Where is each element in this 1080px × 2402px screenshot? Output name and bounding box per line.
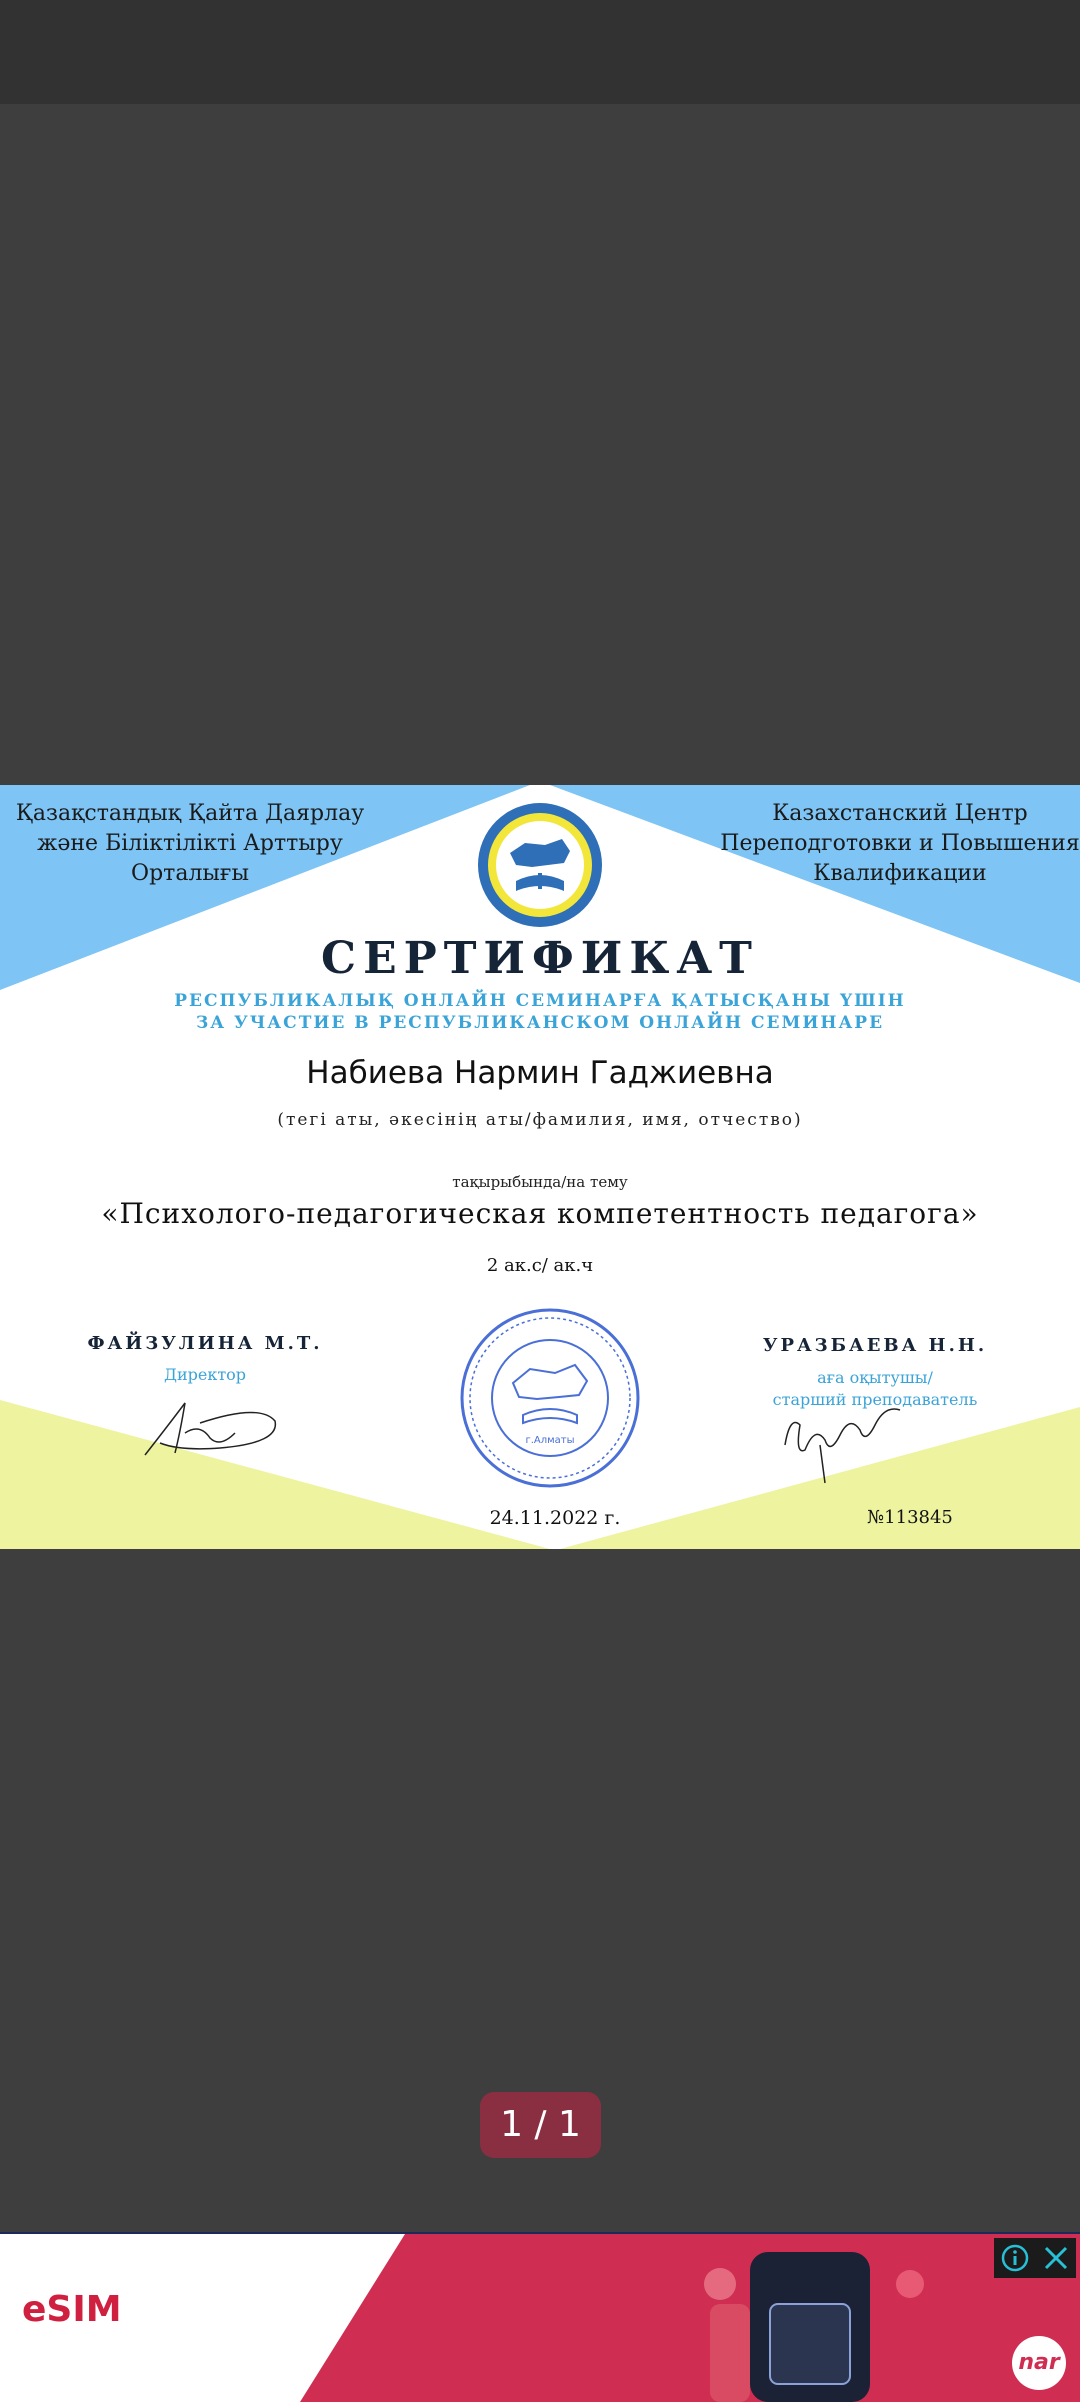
top-bar [0,0,1080,104]
org-name-kz: Қазақстандық Қайта Даярлау және Біліктілікті Арттыру Орталығы [15,801,365,886]
organization-emblem-icon [470,795,610,935]
close-icon[interactable] [1042,2244,1070,2272]
stamp-city: г.Алматы [525,1435,575,1446]
page-indicator: 1 / 1 [480,2092,601,2158]
ad-banner[interactable] [0,2232,1080,2402]
subtitle-ru: ЗА УЧАСТИЕ В РЕСПУБЛИКАНСКОМ ОНЛАЙН СЕМИНАРЕ [195,1013,885,1033]
recipient-name-caption: (тегі аты, әкесінің аты/фамилия, имя, отчество) [277,1110,803,1130]
topic-label: тақырыбында/на тему [452,1173,628,1191]
subtitle-kz: РЕСПУБЛИКАЛЫҚ ОНЛАЙН СЕМИНАРҒА ҚАТЫСҚАНЫ ҮШІН [174,991,906,1011]
issue-date: 24.11.2022 г. [489,1507,621,1529]
signature-right-icon [780,1395,910,1485]
certificate-number: №113845 [867,1507,953,1528]
certificate-title: СЕРТИФИКАТ [321,933,759,984]
ad-brand-text: eSIM [22,2289,122,2330]
signer-right-role: аға оқытушы/ старший преподаватель [772,1368,978,1409]
org-name-ru: Казахстанский Центр Переподготовки и Повышения Квалификации [720,801,1080,886]
certificate-page [0,785,1080,1549]
ad-controls [994,2238,1076,2278]
signature-left-icon [140,1393,290,1463]
signer-right-name: УРАЗБАЕВА Н.Н. [762,1335,988,1356]
recipient-name: Набиева Нармин Гаджиевна [306,1055,774,1091]
signer-left-name: ФАЙЗУЛИНА М.Т. [87,1333,323,1354]
info-icon[interactable] [1000,2243,1030,2273]
ad-phone-illustration-icon [680,2244,940,2402]
ad-logo: nar [1012,2336,1066,2390]
official-stamp-icon [455,1303,645,1493]
signer-left-role: Директор [163,1365,247,1384]
seminar-topic: «Психолого-педагогическая компетентность педагога» [101,1197,979,1230]
academic-hours: 2 ак.с/ ак.ч [486,1255,594,1276]
